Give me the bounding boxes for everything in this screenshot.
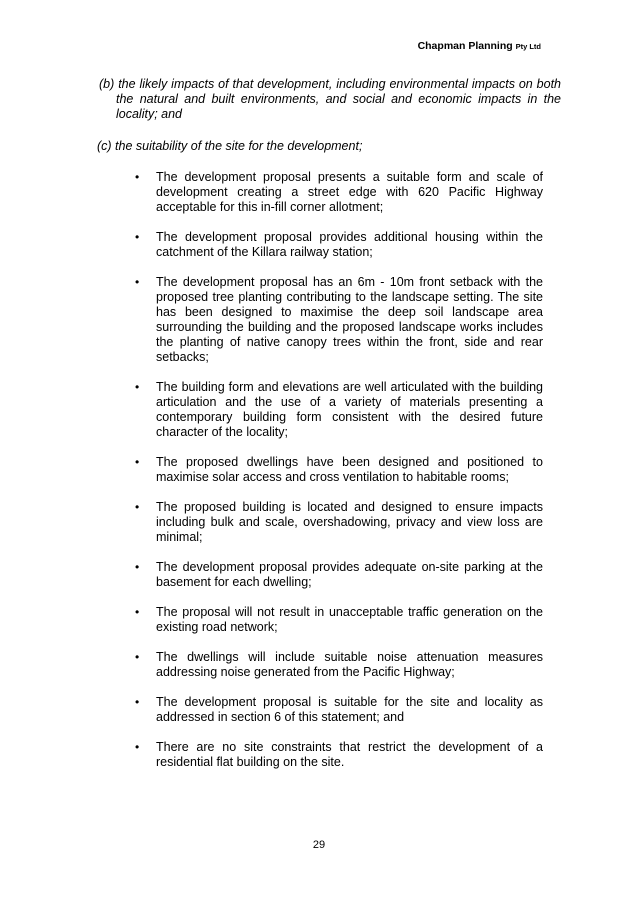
bullet-text: There are no site constraints that restrict the development of a residential flat building on the site. bbox=[156, 740, 543, 769]
bullet-item bbox=[129, 230, 543, 260]
bullet-dot-icon: • bbox=[135, 380, 140, 394]
bullet-item bbox=[129, 170, 543, 215]
bullet-dot-icon: • bbox=[135, 170, 140, 184]
suitability-bullet-list bbox=[129, 170, 543, 785]
bullet-dot-icon: • bbox=[135, 275, 140, 289]
bullet-item bbox=[129, 275, 543, 365]
bullet-dot-icon: • bbox=[135, 560, 140, 574]
bullet-item bbox=[129, 560, 543, 590]
bullet-text: The development proposal presents a suitable form and scale of development creating a street edge with 620 Pacific Highway acceptable for this in-fill corner allotment; bbox=[156, 170, 543, 214]
bullet-item bbox=[129, 650, 543, 680]
bullet-dot-icon: • bbox=[135, 500, 140, 514]
bullet-item bbox=[129, 740, 543, 770]
bullet-text: The proposal will not result in unacceptable traffic generation on the existing road network; bbox=[156, 605, 543, 634]
bullet-text: The building form and elevations are well articulated with the building articulation and the use of a variety of materials presenting a contemporary building form consistent with the desired future character of the locality; bbox=[156, 380, 543, 439]
bullet-text: The proposed building is located and designed to ensure impacts including bulk and scale, overshadowing, privacy and view loss are minimal; bbox=[156, 500, 543, 544]
page-number: 29 bbox=[312, 839, 326, 851]
bullet-item bbox=[129, 500, 543, 545]
bullet-text: The development proposal has an 6m - 10m front setback with the proposed tree planting contributing to the landscape setting. The site has been designed to maximise the deep soil landscape area surrounding the building and the proposed landscape works includes the planting of native canopy trees within the front, side and rear setbacks; bbox=[156, 275, 543, 364]
bullet-dot-icon: • bbox=[135, 695, 140, 709]
bullet-dot-icon: • bbox=[135, 605, 140, 619]
bullet-text: The proposed dwellings have been designed and positioned to maximise solar access and cross ventilation to habitable rooms; bbox=[156, 455, 543, 484]
bullet-item bbox=[129, 455, 543, 485]
bullet-text: The dwellings will include suitable noise attenuation measures addressing noise generated from the Pacific Highway; bbox=[156, 650, 543, 679]
bullet-item bbox=[129, 695, 543, 725]
page-header bbox=[418, 40, 541, 52]
bullet-text: The development proposal provides additional housing within the catchment of the Killara railway station; bbox=[156, 230, 543, 259]
criterion-c: (c) the suitability of the site for the development; bbox=[97, 139, 363, 153]
criterion-b: (b) the likely impacts of that development, including environmental impacts on both the natural and built environments, and social and economic impacts in the locality; and bbox=[99, 77, 561, 121]
bullet-item bbox=[129, 605, 543, 635]
bullet-dot-icon: • bbox=[135, 740, 140, 754]
bullet-item bbox=[129, 380, 543, 440]
company-name: Chapman Planning bbox=[417, 40, 513, 52]
bullet-dot-icon: • bbox=[135, 230, 140, 244]
bullet-text: The development proposal is suitable for the site and locality as addressed in section 6 of this statement; and bbox=[156, 695, 543, 724]
bullet-text: The development proposal provides adequate on-site parking at the basement for each dwelling; bbox=[156, 560, 543, 589]
bullet-dot-icon: • bbox=[135, 455, 140, 469]
company-suffix: Pty Ltd bbox=[515, 42, 541, 51]
bullet-dot-icon: • bbox=[135, 650, 140, 664]
